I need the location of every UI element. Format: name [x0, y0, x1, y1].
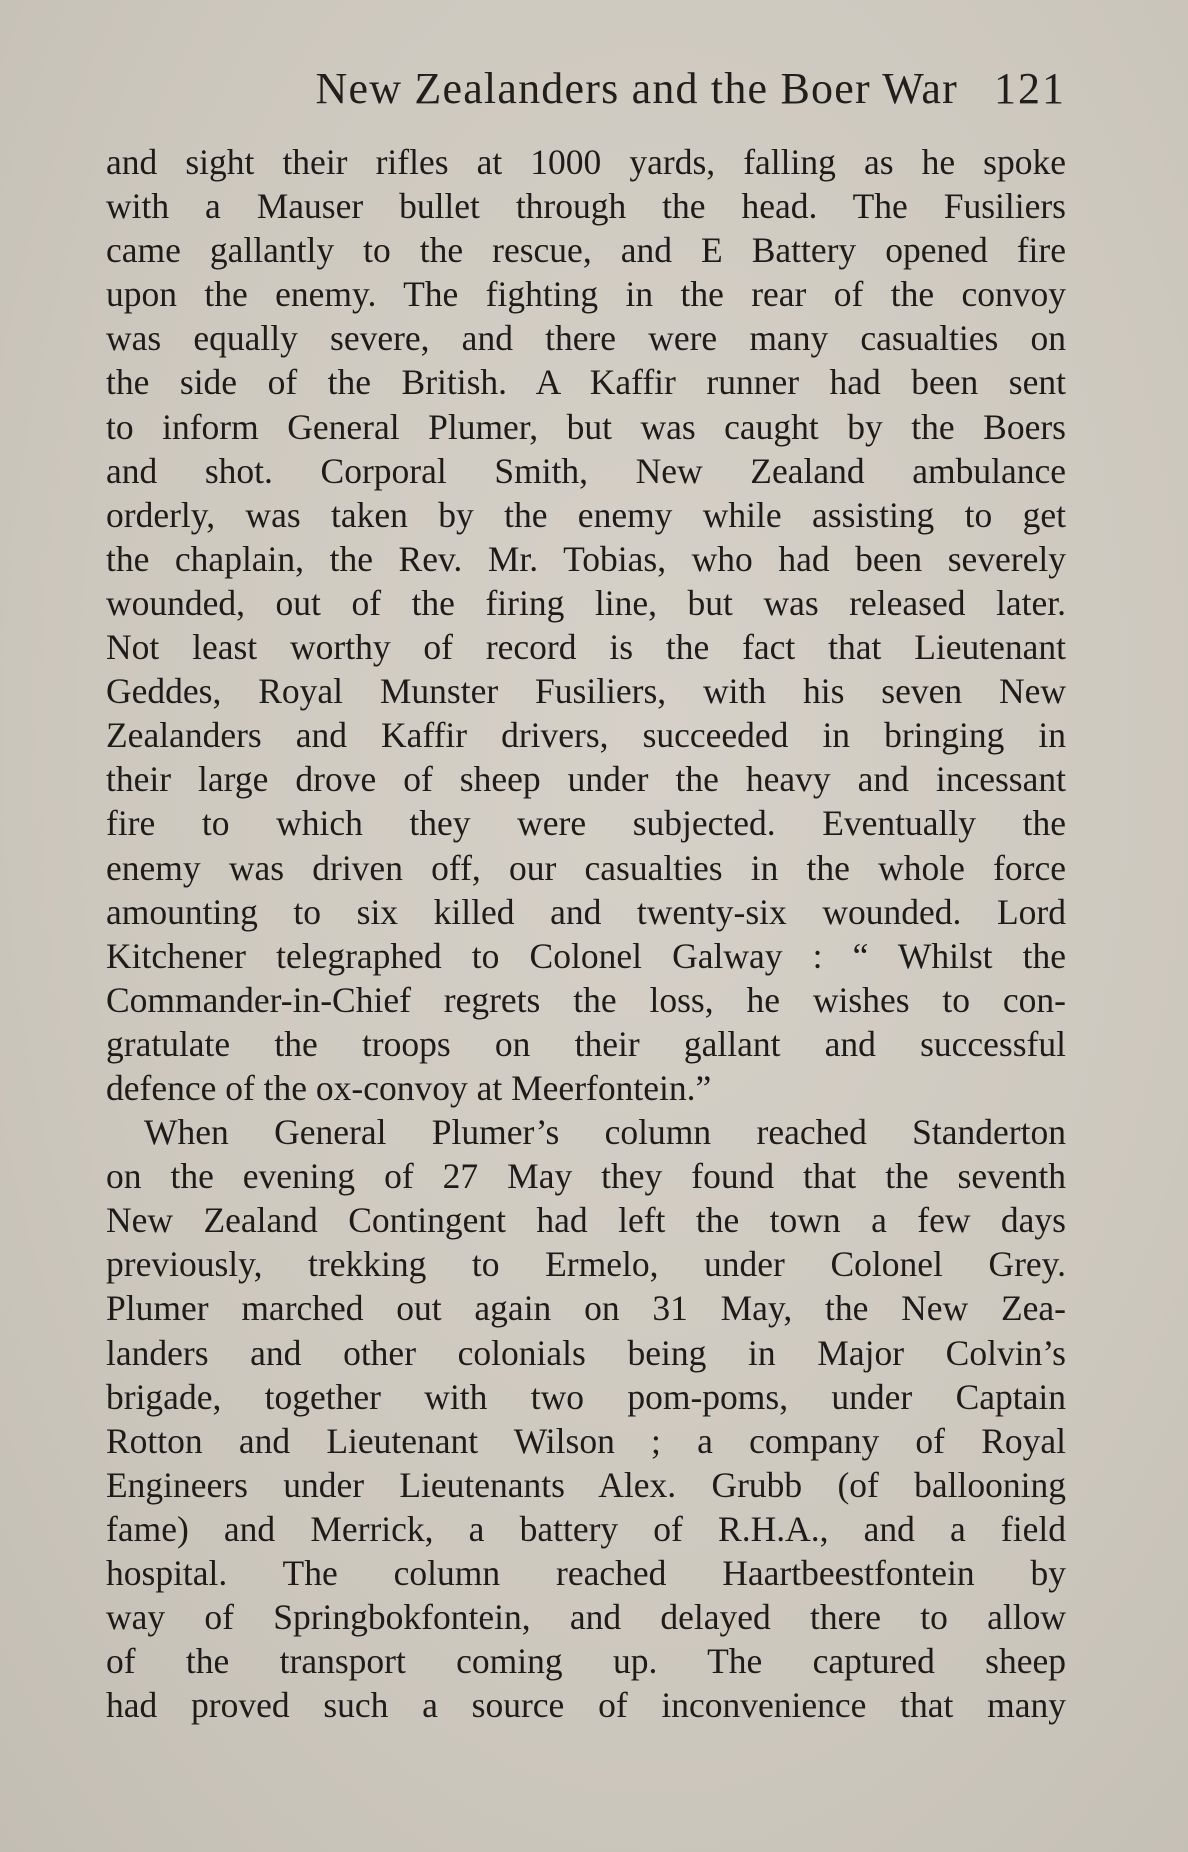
paragraph-end-line: defence of the ox-convoy at Meerfontein.” — [106, 1067, 712, 1108]
text-line: Geddes, Royal Munster Fusiliers, with his seven New — [106, 671, 1066, 712]
text-line: and shot. Corporal Smith, New Zealand ambulance — [106, 450, 1066, 491]
text-line: the chaplain, the Rev. Mr. Tobias, who had been severely — [106, 538, 1066, 579]
running-title: New Zealanders and the Boer War — [315, 64, 958, 113]
text-line: Plumer marched out again on 31 May, the New Zea- — [106, 1288, 1066, 1329]
text-line: Engineers under Lieutenants Alex. Grubb (of ballooning — [106, 1464, 1066, 1505]
text-line: gratulate the troops on their gallant and successful — [106, 1023, 1066, 1064]
text-line: Not least worthy of record is the fact that Lieutenant — [106, 627, 1066, 668]
text-line: enemy was driven off, our casualties in the whole force — [106, 847, 1066, 888]
text-line: on the evening of 27 May they found that the seventh — [106, 1156, 1066, 1197]
text-line: fame) and Merrick, a battery of R.H.A., and a field — [106, 1508, 1066, 1549]
text-line: and sight their rifles at 1000 yards, falling as he spoke — [106, 142, 1066, 182]
page-number: 121 — [994, 64, 1066, 113]
text-line: New Zealand Contingent had left the town a few days — [106, 1200, 1066, 1241]
text-line: hospital. The column reached Haartbeestfontein by — [106, 1553, 1066, 1593]
text-line: way of Springbokfontein, and delayed there to allow — [106, 1597, 1066, 1638]
text-line: Rotton and Lieutenant Wilson ; a company of Royal — [106, 1420, 1066, 1461]
text-line: to inform General Plumer, but was caught by the Boers — [106, 406, 1066, 447]
text-line: was equally severe, and there were many casualties on — [106, 318, 1066, 359]
text-line: of the transport coming up. The captured sheep — [106, 1641, 1066, 1682]
body-text — [106, 140, 1066, 1727]
text-line: Kitchener telegraphed to Colonel Galway : “ Whilst the — [106, 935, 1066, 976]
text-line: brigade, together with two pom-poms, under Captain — [106, 1376, 1066, 1417]
paragraph-start-line: When General Plumer’s column reached Standerton — [144, 1112, 1066, 1153]
text-line: had proved such a source of inconvenience that many — [106, 1685, 1066, 1726]
text-line: Commander-in-Chief regrets the loss, he wishes to con- — [106, 979, 1066, 1020]
text-line: amounting to six killed and twenty-six wounded. Lord — [106, 891, 1066, 932]
text-line: their large drove of sheep under the heavy and incessant — [106, 759, 1066, 800]
text-line: Zealanders and Kaffir drivers, succeeded in bringing in — [106, 715, 1066, 756]
text-line: orderly, was taken by the enemy while assisting to get — [106, 494, 1066, 535]
text-line: upon the enemy. The fighting in the rear of the convoy — [106, 274, 1066, 315]
text-line: came gallantly to the rescue, and E Battery opened fire — [106, 230, 1066, 271]
text-line: wounded, out of the firing line, but was released later. — [106, 582, 1066, 623]
book-page — [106, 60, 1066, 1727]
text-line: with a Mauser bullet through the head. The Fusiliers — [106, 186, 1066, 227]
running-head — [106, 60, 1066, 118]
text-line: landers and other colonials being in Major Colvin’s — [106, 1332, 1066, 1373]
text-line: previously, trekking to Ermelo, under Colonel Grey. — [106, 1244, 1066, 1285]
text-line: fire to which they were subjected. Eventually the — [106, 803, 1066, 844]
text-line: the side of the British. A Kaffir runner had been sent — [106, 362, 1066, 403]
